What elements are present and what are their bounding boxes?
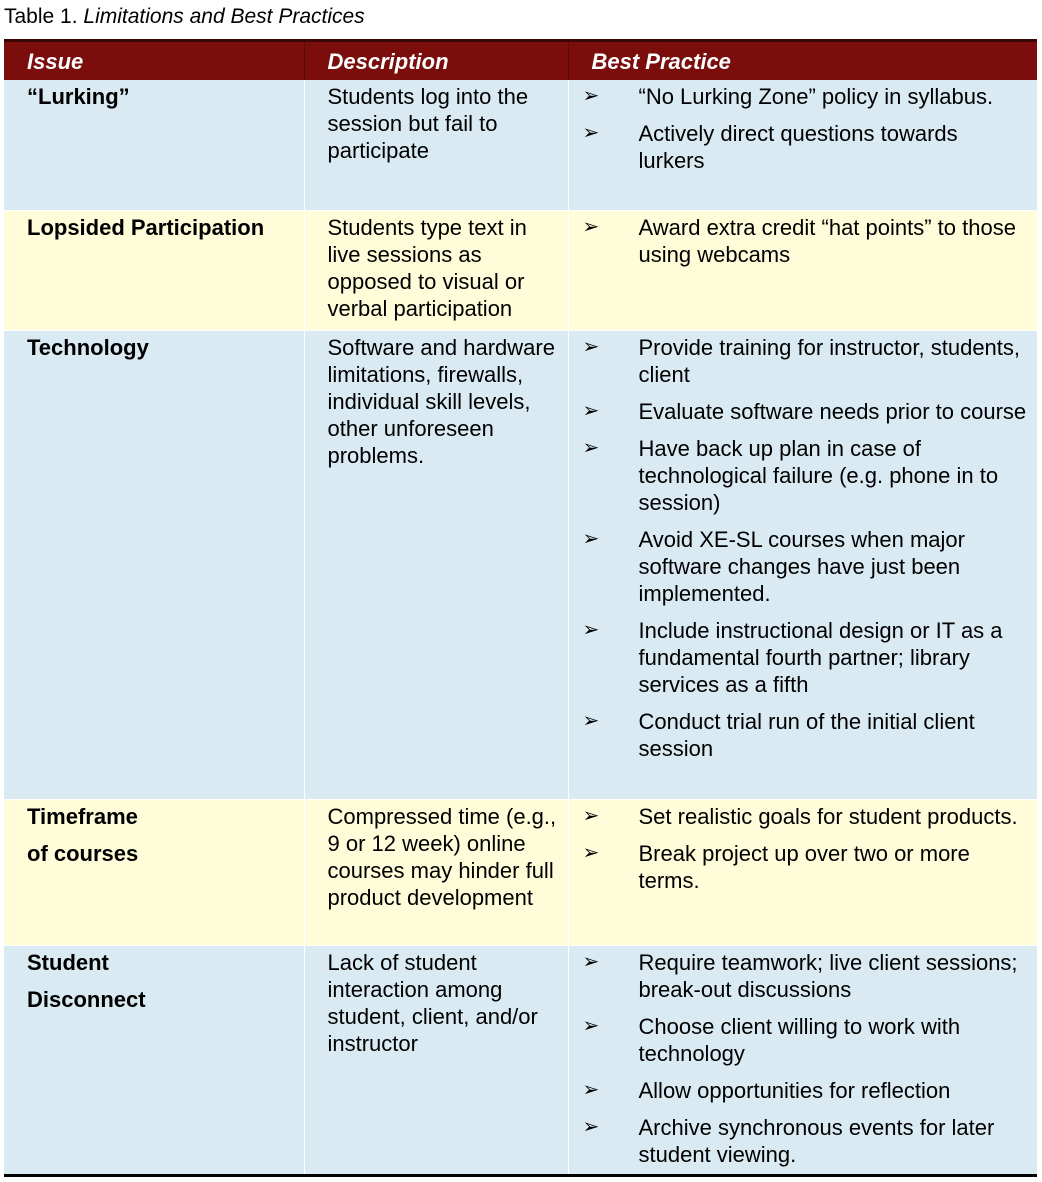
best-practice-item: ➢ Avoid XE-SL courses when major software changes have just been implemented. [582,526,965,606]
best-practice-cell [568,210,1037,330]
table-row [4,945,1037,1176]
arrow-bullet-icon: ➢ [582,841,600,864]
arrow-bullet-icon: ➢ [582,527,600,550]
description-cell: Lack of student interaction among student, client, and/or instructor [304,945,568,1176]
caption-title: Limitations and Best Practices [83,5,365,28]
column-header-issue: Issue [4,41,304,81]
table-caption [4,5,365,29]
issue-text: Technology [27,334,149,360]
issue-text: “Lurking” [27,84,130,109]
arrow-bullet-icon: ➢ [582,950,600,973]
arrow-bullet-icon: ➢ [582,804,600,827]
best-practice-item: ➢ Conduct trial run of the initial client session [582,708,975,761]
arrow-bullet-icon: ➢ [582,1014,600,1037]
best-practice-cell [568,80,1037,210]
best-practice-item: ➢ Archive synchronous events for later student viewing. [582,1114,995,1167]
table-header-row [4,41,1037,81]
issue-cell [4,80,304,210]
arrow-bullet-icon: ➢ [582,618,600,641]
best-practice-cell [568,799,1037,945]
issue-cell [4,210,304,330]
best-practice-item: ➢ Actively direct questions towards lurkers [582,121,958,173]
issue-text: Timeframe [27,803,138,829]
arrow-bullet-icon: ➢ [582,709,600,732]
table-row [4,210,1037,330]
arrow-bullet-icon: ➢ [582,1078,600,1101]
best-practice-cell [568,945,1037,1176]
limitations-table [4,39,1037,1177]
best-practice-item: ➢ Provide training for instructor, students, client [582,334,1021,387]
issue-text: Lopsided Participation [27,214,265,240]
caption-label: Table 1. [4,5,84,28]
best-practice-cell [568,330,1037,799]
description-cell: Software and hardware limitations, firewalls, individual skill levels, other unforeseen problems. [304,330,568,799]
arrow-bullet-icon: ➢ [582,436,600,459]
issue-cell [4,945,304,1176]
arrow-bullet-icon: ➢ [582,85,600,107]
issue-text-line2: of courses [27,840,139,866]
table-row [4,330,1037,799]
best-practice-item: ➢ Allow opportunities for reflection [582,1077,951,1103]
description-cell: Compressed time (e.g., 9 or 12 week) online courses may hinder full product development [304,799,568,945]
column-header-best-practice: Best Practice [568,41,1037,81]
best-practice-item: ➢ Set realistic goals for student products. [582,803,1018,829]
issue-text-line2: Disconnect [27,986,146,1012]
best-practice-item: ➢ Award extra credit “hat points” to those using webcams [582,214,1016,267]
best-practice-item: ➢ Require teamwork; live client sessions; break-out discussions [582,949,1018,1002]
table-row [4,80,1037,210]
best-practice-item: ➢ Include instructional design or IT as a fundamental fourth partner; library services as a fifth [582,617,1003,697]
best-practice-item: ➢ Choose client willing to work with technology [582,1013,961,1066]
arrow-bullet-icon: ➢ [582,1115,600,1138]
arrow-bullet-icon: ➢ [582,122,600,144]
description-cell: Students log into the session but fail to participate [304,80,568,210]
best-practice-item: ➢ Evaluate software needs prior to course [582,398,1027,424]
table-row [4,799,1037,945]
description-cell: Students type text in live sessions as opposed to visual or verbal participation [304,210,568,330]
column-header-description: Description [304,41,568,81]
best-practice-item: ➢ Have back up plan in case of technological failure (e.g. phone in to session) [582,435,999,515]
best-practice-item: ➢ Break project up over two or more terms. [582,840,970,893]
arrow-bullet-icon: ➢ [582,215,600,238]
issue-text: Student [27,949,109,975]
best-practice-item: ➢ “No Lurking Zone” policy in syllabus. [582,84,994,109]
arrow-bullet-icon: ➢ [582,399,600,422]
issue-cell [4,330,304,799]
arrow-bullet-icon: ➢ [582,335,600,358]
table-bottom-rule [4,1174,1037,1177]
issue-cell [4,799,304,945]
